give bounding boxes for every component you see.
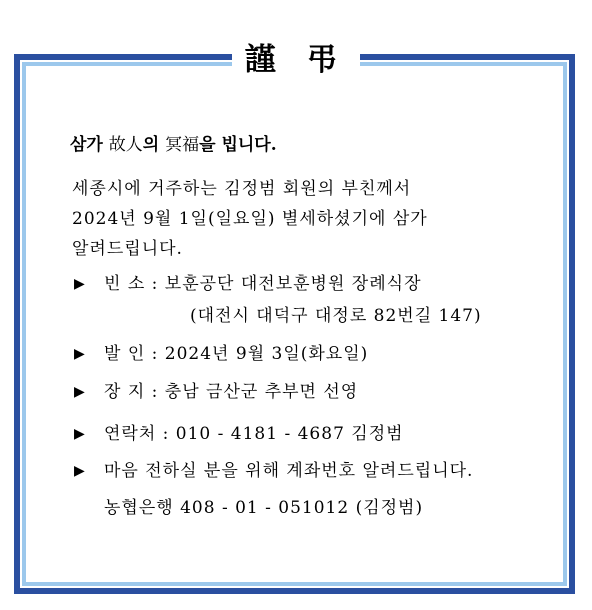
bullet-icon: ▶ — [74, 426, 85, 442]
heading-part-2: 의 — [142, 135, 166, 155]
bullet-icon: ▶ — [74, 276, 85, 292]
binso-item: 빈 소 : 보훈공단 대전보훈병원 장례식장 — [104, 274, 422, 294]
jangji-item: 장 지 : 충남 금산군 추부면 선영 — [104, 382, 359, 402]
paragraph-line-1: 세종시에 거주하는 김정범 회원의 부친께서 — [72, 179, 412, 199]
page-title: 謹 弔 — [244, 41, 348, 78]
heading-part-1: 삼가 — [70, 135, 109, 155]
heading-part-3: 을 빕니다. — [199, 135, 277, 155]
condolence-item: 마음 전하실 분을 위해 계좌번호 알려드립니다. — [104, 461, 474, 481]
bullet-icon: ▶ — [74, 346, 85, 362]
binso-address: (대전시 대덕구 대정로 82번길 147) — [190, 306, 482, 326]
account-info: 농협은행 408 - 01 - 051012 (김정범) — [104, 498, 424, 518]
heading-hanja-2: 冥福 — [165, 135, 200, 155]
contact-item: 연락처 : 010 - 4181 - 4687 김정범 — [104, 424, 404, 444]
bullet-icon: ▶ — [74, 384, 85, 400]
paragraph-line-3: 알려드립니다. — [72, 239, 183, 259]
bullet-icon: ▶ — [74, 463, 85, 479]
balin-item: 발 인 : 2024년 9월 3일(화요일) — [104, 344, 369, 364]
heading-hanja-1: 故人 — [108, 135, 143, 155]
paragraph-line-2: 2024년 9월 1일(일요일) 별세하셨기에 삼가 — [72, 209, 428, 229]
condolence-heading — [70, 134, 277, 156]
